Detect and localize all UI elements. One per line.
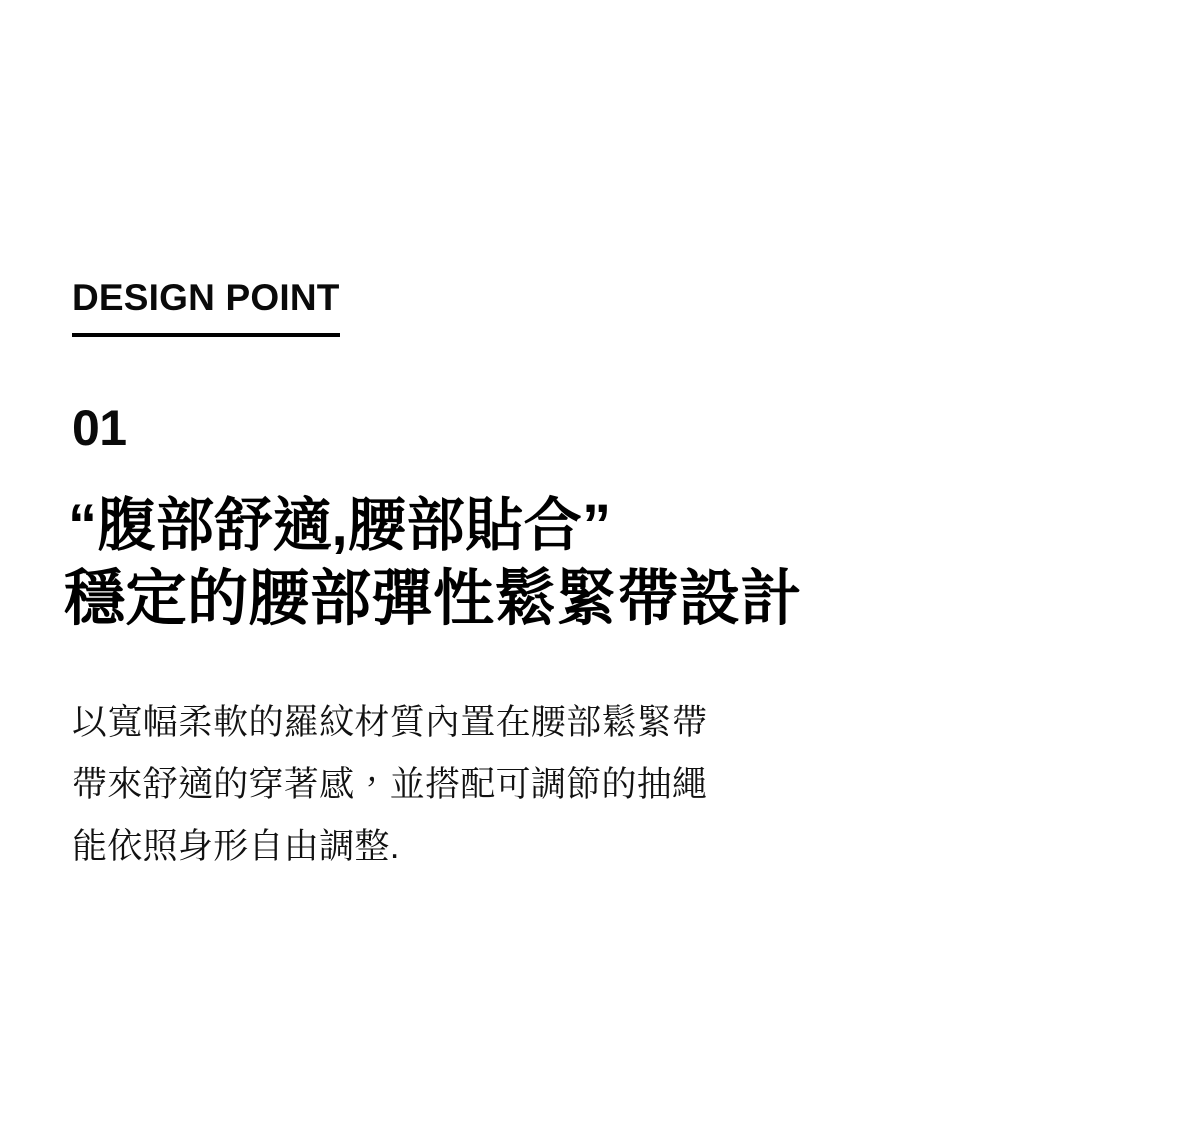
- headline-line-1: “腹部舒適,腰部貼合”: [68, 492, 612, 558]
- body-line-3: 能依照身形自由調整.: [72, 827, 400, 867]
- section-eyebrow-label: DESIGN POINT: [72, 278, 340, 337]
- section-number: 01: [72, 399, 127, 456]
- body-line-2: 帶來舒適的穿著感，並搭配可調節的抽繩: [72, 765, 708, 805]
- body-line-1: 以寬幅柔軟的羅紋材質內置在腰部鬆緊帶: [72, 702, 708, 742]
- design-point-content: [64, 277, 1132, 879]
- section-headline: [64, 491, 1132, 636]
- section-body-copy: [72, 692, 1132, 879]
- headline-line-2: 穩定的腰部彈性鬆緊帶設計: [64, 564, 803, 633]
